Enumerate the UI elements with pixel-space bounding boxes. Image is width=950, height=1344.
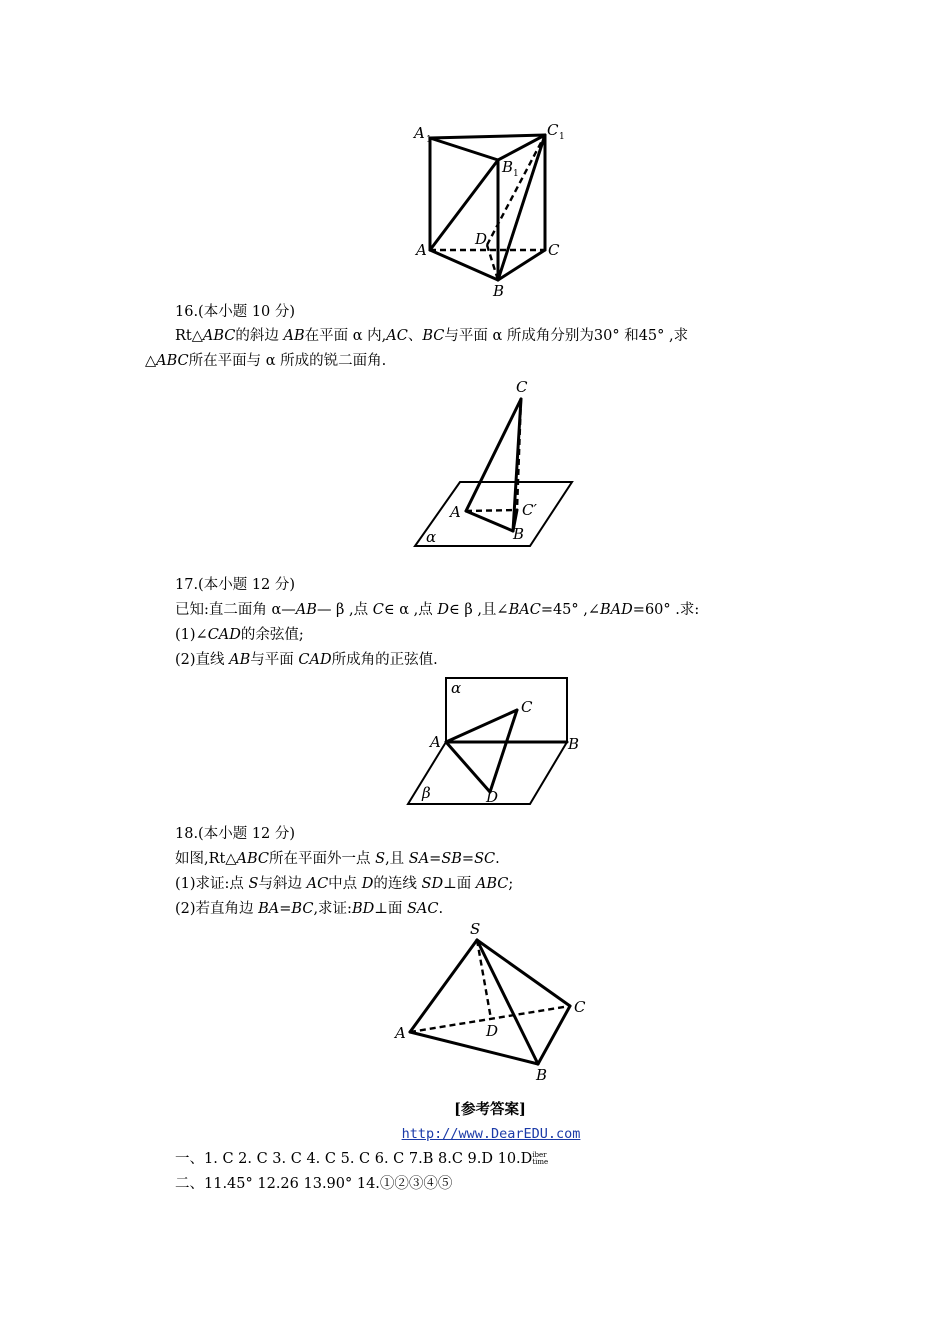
- q17-label-alpha: α: [451, 679, 462, 697]
- q17-label-a: A: [430, 733, 441, 751]
- prism-label-a1: A: [414, 124, 425, 142]
- q18-label-d: D: [486, 1022, 499, 1040]
- q18-label-b: B: [536, 1066, 548, 1084]
- q17-line-2: (1)∠CAD的余弦值;: [175, 627, 304, 643]
- q18-line-1: 如图,Rt△ABC所在平面外一点 S,且 SA=SB=SC.: [175, 851, 500, 867]
- q18-line-2: (1)求证:点 S与斜边 AC中点 D的连线 SD⊥面 ABC;: [175, 876, 514, 892]
- q18-label-c: C: [574, 998, 586, 1016]
- q16-header: 16.(本小题 10 分): [175, 304, 296, 320]
- q16-figure: [410, 372, 580, 552]
- q17-label-c: C: [521, 698, 533, 716]
- prism-label-d: D: [475, 230, 488, 248]
- q18-label-s: S: [470, 920, 481, 938]
- q16-label-cprime: C′: [522, 501, 537, 519]
- q16-line-1: Rt△ABC的斜边 AB在平面 α 内,AC、BC与平面 α 所成角分别为30° 和45° ,求: [175, 328, 689, 344]
- q17-label-beta: β: [422, 784, 431, 802]
- prism-label-b1-sub: 1: [513, 169, 519, 179]
- prism-label-c1-sub: 1: [559, 132, 565, 142]
- prism-figure: [405, 120, 575, 300]
- answers-link-row: [0, 1124, 950, 1144]
- q17-line-3: (2)直线 AB与平面 CAD所成角的正弦值.: [175, 652, 438, 668]
- q16-label-a: A: [450, 503, 461, 521]
- prism-label-c: C: [548, 241, 560, 259]
- prism-label-a: A: [416, 241, 427, 259]
- q16-label-c: C: [516, 378, 528, 396]
- prism-label-b1: B: [502, 158, 514, 176]
- watermark-iber-time: iber time: [532, 1151, 549, 1166]
- answers-row-1: 一、1. C 2. C 3. C 4. C 5. C 6. C 7.B 8.C 9.D 10.Diber time: [175, 1151, 549, 1167]
- q16-label-alpha: α: [426, 528, 437, 546]
- q17-label-b: B: [568, 735, 580, 753]
- prism-label-c1: C: [547, 121, 559, 139]
- q17-line-1: 已知:直二面角 α—AB— β ,点 C∈ α ,点 D∈ β ,且∠BAC=45° ,∠BAD=60° .求:: [175, 602, 700, 618]
- answers-title: [参考答案]: [454, 1101, 526, 1118]
- q18-line-3: (2)若直角边 BA=BC,求证:BD⊥面 SAC.: [175, 901, 444, 917]
- q17-figure: [400, 672, 590, 812]
- dearedu-link[interactable]: http://www.DearEDU.com: [401, 1126, 581, 1142]
- answers-row-2: 二、11.45° 12.26 13.90° 14.①②③④⑤: [175, 1176, 453, 1192]
- q18-label-a: A: [395, 1024, 406, 1042]
- prism-label-b: B: [493, 282, 505, 300]
- prism-label-a1-sub: 1: [426, 135, 432, 145]
- q18-header: 18.(本小题 12 分): [175, 826, 296, 842]
- q17-label-d: D: [486, 788, 499, 806]
- q17-header: 17.(本小题 12 分): [175, 577, 296, 593]
- q16-label-b: B: [513, 525, 525, 543]
- q16-line-2: △ABC所在平面与 α 所成的锐二面角.: [145, 353, 387, 369]
- q18-figure: [390, 918, 600, 1086]
